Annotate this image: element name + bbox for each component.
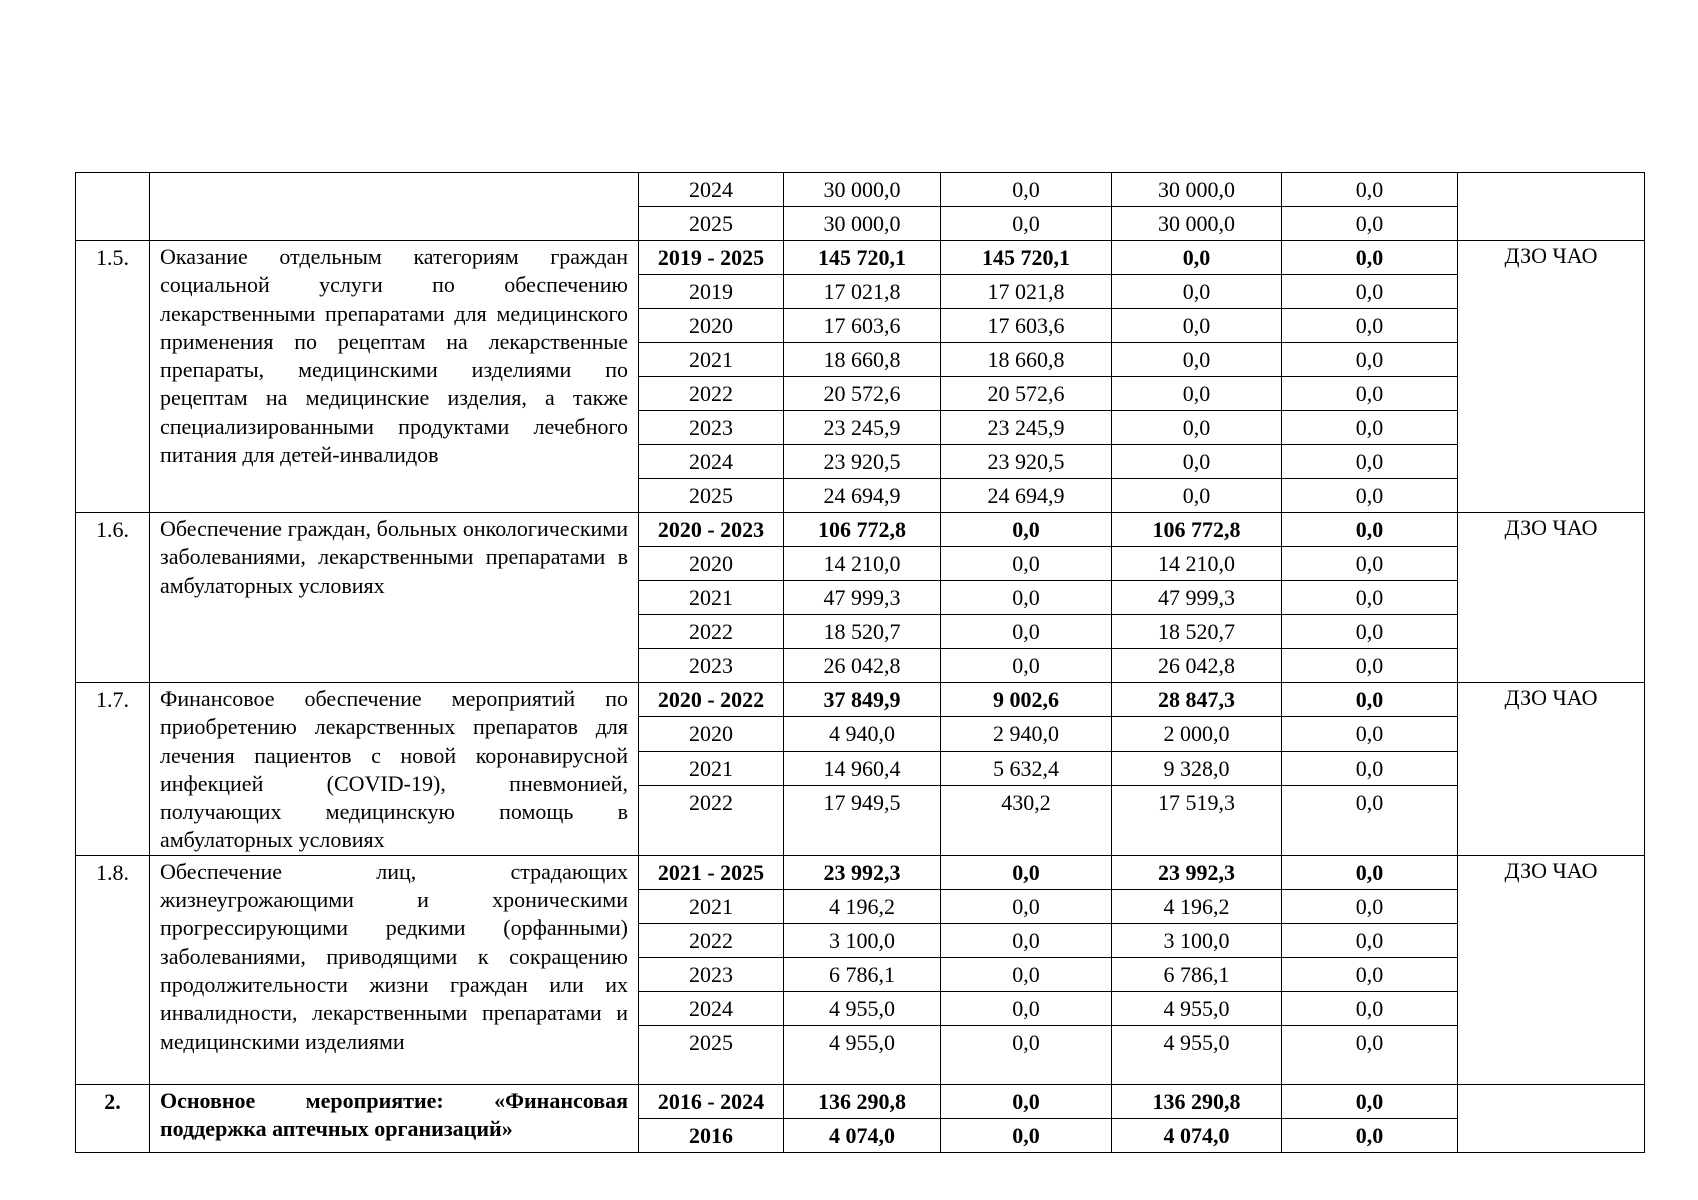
item-number: 1.6. [76, 513, 150, 683]
other-sources-cell: 0,0 [1282, 923, 1458, 957]
federal-budget-cell: 24 694,9 [941, 479, 1112, 513]
other-sources-cell: 0,0 [1282, 786, 1458, 856]
district-budget-cell: 28 847,3 [1112, 683, 1282, 717]
total-cell: 24 694,9 [784, 479, 941, 513]
federal-budget-cell: 5 632,4 [941, 751, 1112, 785]
total-cell: 18 660,8 [784, 343, 941, 377]
other-sources-cell: 0,0 [1282, 1025, 1458, 1084]
other-sources-cell: 0,0 [1282, 1118, 1458, 1152]
total-cell: 23 992,3 [784, 855, 941, 889]
federal-budget-cell: 0,0 [941, 173, 1112, 207]
responsible-organization [1458, 173, 1645, 241]
table-row [76, 855, 1645, 889]
district-budget-cell: 0,0 [1112, 241, 1282, 275]
total-cell: 4 074,0 [784, 1118, 941, 1152]
year-cell: 2021 [639, 581, 784, 615]
other-sources-cell: 0,0 [1282, 957, 1458, 991]
year-cell: 2019 - 2025 [639, 241, 784, 275]
other-sources-cell: 0,0 [1282, 207, 1458, 241]
year-cell: 2021 [639, 889, 784, 923]
total-cell: 17 021,8 [784, 275, 941, 309]
federal-budget-cell: 17 021,8 [941, 275, 1112, 309]
federal-budget-cell: 18 660,8 [941, 343, 1112, 377]
federal-budget-cell: 0,0 [941, 957, 1112, 991]
federal-budget-cell: 0,0 [941, 649, 1112, 683]
funding-table [75, 172, 1645, 1153]
other-sources-cell: 0,0 [1282, 615, 1458, 649]
district-budget-cell: 136 290,8 [1112, 1084, 1282, 1118]
district-budget-cell: 3 100,0 [1112, 923, 1282, 957]
federal-budget-cell: 0,0 [941, 889, 1112, 923]
district-budget-cell: 2 000,0 [1112, 717, 1282, 751]
total-cell: 3 100,0 [784, 923, 941, 957]
district-budget-cell: 0,0 [1112, 343, 1282, 377]
federal-budget-cell: 0,0 [941, 615, 1112, 649]
federal-budget-cell: 0,0 [941, 581, 1112, 615]
item-description [150, 173, 639, 241]
district-budget-cell: 17 519,3 [1112, 786, 1282, 856]
federal-budget-cell: 23 920,5 [941, 445, 1112, 479]
total-cell: 23 245,9 [784, 411, 941, 445]
year-cell: 2024 [639, 445, 784, 479]
federal-budget-cell: 0,0 [941, 207, 1112, 241]
total-cell: 17 603,6 [784, 309, 941, 343]
total-cell: 136 290,8 [784, 1084, 941, 1118]
year-cell: 2022 [639, 377, 784, 411]
other-sources-cell: 0,0 [1282, 411, 1458, 445]
federal-budget-cell: 0,0 [941, 1118, 1112, 1152]
total-cell: 4 940,0 [784, 717, 941, 751]
item-description: Обеспечение лиц, страдающих жизнеугрожающими и хроническими прогрессирующими редкими (орфанными) заболеваниями, приводящими к сокращению продолжительности жизни граждан или их инвалидности, лекарственными препаратами и медицинскими изделиями [150, 855, 639, 1084]
federal-budget-cell: 0,0 [941, 1025, 1112, 1084]
year-cell: 2022 [639, 615, 784, 649]
year-cell: 2021 [639, 343, 784, 377]
federal-budget-cell: 17 603,6 [941, 309, 1112, 343]
other-sources-cell: 0,0 [1282, 173, 1458, 207]
other-sources-cell: 0,0 [1282, 889, 1458, 923]
district-budget-cell: 23 992,3 [1112, 855, 1282, 889]
other-sources-cell: 0,0 [1282, 445, 1458, 479]
district-budget-cell: 0,0 [1112, 411, 1282, 445]
table-row [76, 683, 1645, 717]
other-sources-cell: 0,0 [1282, 1084, 1458, 1118]
total-cell: 14 210,0 [784, 547, 941, 581]
other-sources-cell: 0,0 [1282, 581, 1458, 615]
item-number [76, 173, 150, 241]
federal-budget-cell: 0,0 [941, 1084, 1112, 1118]
total-cell: 30 000,0 [784, 207, 941, 241]
year-cell: 2021 - 2025 [639, 855, 784, 889]
item-number: 1.8. [76, 855, 150, 1084]
item-number: 2. [76, 1084, 150, 1152]
table-row [76, 173, 1645, 207]
federal-budget-cell: 430,2 [941, 786, 1112, 856]
other-sources-cell: 0,0 [1282, 275, 1458, 309]
district-budget-cell: 14 210,0 [1112, 547, 1282, 581]
federal-budget-cell: 145 720,1 [941, 241, 1112, 275]
federal-budget-cell: 9 002,6 [941, 683, 1112, 717]
other-sources-cell: 0,0 [1282, 547, 1458, 581]
total-cell: 106 772,8 [784, 513, 941, 547]
other-sources-cell: 0,0 [1282, 683, 1458, 717]
other-sources-cell: 0,0 [1282, 991, 1458, 1025]
year-cell: 2025 [639, 207, 784, 241]
year-cell: 2023 [639, 649, 784, 683]
responsible-organization: ДЗО ЧАО [1458, 855, 1645, 1084]
item-number: 1.7. [76, 683, 150, 856]
responsible-organization: ДЗО ЧАО [1458, 241, 1645, 513]
other-sources-cell: 0,0 [1282, 343, 1458, 377]
year-cell: 2020 - 2022 [639, 683, 784, 717]
federal-budget-cell: 0,0 [941, 547, 1112, 581]
other-sources-cell: 0,0 [1282, 513, 1458, 547]
responsible-organization [1458, 1084, 1645, 1152]
other-sources-cell: 0,0 [1282, 649, 1458, 683]
year-cell: 2024 [639, 173, 784, 207]
total-cell: 6 786,1 [784, 957, 941, 991]
district-budget-cell: 0,0 [1112, 275, 1282, 309]
year-cell: 2016 - 2024 [639, 1084, 784, 1118]
year-cell: 2025 [639, 479, 784, 513]
year-cell: 2022 [639, 786, 784, 856]
year-cell: 2023 [639, 957, 784, 991]
total-cell: 20 572,6 [784, 377, 941, 411]
year-cell: 2020 [639, 717, 784, 751]
other-sources-cell: 0,0 [1282, 855, 1458, 889]
district-budget-cell: 0,0 [1112, 479, 1282, 513]
federal-budget-cell: 2 940,0 [941, 717, 1112, 751]
total-cell: 4 196,2 [784, 889, 941, 923]
year-cell: 2024 [639, 991, 784, 1025]
year-cell: 2025 [639, 1025, 784, 1084]
federal-budget-cell: 23 245,9 [941, 411, 1112, 445]
item-number: 1.5. [76, 241, 150, 513]
other-sources-cell: 0,0 [1282, 479, 1458, 513]
district-budget-cell: 4 955,0 [1112, 1025, 1282, 1084]
federal-budget-cell: 0,0 [941, 855, 1112, 889]
federal-budget-cell: 0,0 [941, 923, 1112, 957]
year-cell: 2016 [639, 1118, 784, 1152]
item-description: Обеспечение граждан, больных онкологическими заболеваниями, лекарственными препаратами в амбулаторных условиях [150, 513, 639, 683]
total-cell: 26 042,8 [784, 649, 941, 683]
other-sources-cell: 0,0 [1282, 751, 1458, 785]
other-sources-cell: 0,0 [1282, 717, 1458, 751]
table-row [76, 241, 1645, 275]
year-cell: 2019 [639, 275, 784, 309]
total-cell: 14 960,4 [784, 751, 941, 785]
district-budget-cell: 4 955,0 [1112, 991, 1282, 1025]
total-cell: 145 720,1 [784, 241, 941, 275]
table-row [76, 1084, 1645, 1118]
federal-budget-cell: 20 572,6 [941, 377, 1112, 411]
total-cell: 4 955,0 [784, 991, 941, 1025]
total-cell: 17 949,5 [784, 786, 941, 856]
district-budget-cell: 0,0 [1112, 377, 1282, 411]
year-cell: 2020 [639, 309, 784, 343]
district-budget-cell: 0,0 [1112, 309, 1282, 343]
district-budget-cell: 18 520,7 [1112, 615, 1282, 649]
item-description: Финансовое обеспечение мероприятий по приобретению лекарственных препаратов для лечения пациентов с новой коронавирусной инфекцией (COVID-19), пневмонией, получающих медицинскую помощь в амбулаторных условиях [150, 683, 639, 856]
total-cell: 47 999,3 [784, 581, 941, 615]
other-sources-cell: 0,0 [1282, 309, 1458, 343]
federal-budget-cell: 0,0 [941, 513, 1112, 547]
total-cell: 37 849,9 [784, 683, 941, 717]
district-budget-cell: 106 772,8 [1112, 513, 1282, 547]
district-budget-cell: 4 074,0 [1112, 1118, 1282, 1152]
district-budget-cell: 6 786,1 [1112, 957, 1282, 991]
year-cell: 2021 [639, 751, 784, 785]
responsible-organization: ДЗО ЧАО [1458, 683, 1645, 856]
item-description: Основное мероприятие: «Финансовая поддержка аптечных организаций» [150, 1084, 639, 1152]
other-sources-cell: 0,0 [1282, 241, 1458, 275]
federal-budget-cell: 0,0 [941, 991, 1112, 1025]
district-budget-cell: 9 328,0 [1112, 751, 1282, 785]
other-sources-cell: 0,0 [1282, 377, 1458, 411]
year-cell: 2023 [639, 411, 784, 445]
responsible-organization: ДЗО ЧАО [1458, 513, 1645, 683]
total-cell: 30 000,0 [784, 173, 941, 207]
district-budget-cell: 0,0 [1112, 445, 1282, 479]
year-cell: 2020 [639, 547, 784, 581]
table-row [76, 513, 1645, 547]
item-description: Оказание отдельным категориям граждан социальной услуги по обеспечению лекарственными препаратами для медицинского применения по рецептам на лекарственные препараты, медицинскими изделиями по рецептам на медицинские изделия, а также специализированными продуктами лечебного питания для детей-инвалидов [150, 241, 639, 513]
year-cell: 2022 [639, 923, 784, 957]
district-budget-cell: 26 042,8 [1112, 649, 1282, 683]
district-budget-cell: 4 196,2 [1112, 889, 1282, 923]
total-cell: 18 520,7 [784, 615, 941, 649]
year-cell: 2020 - 2023 [639, 513, 784, 547]
district-budget-cell: 30 000,0 [1112, 207, 1282, 241]
district-budget-cell: 47 999,3 [1112, 581, 1282, 615]
total-cell: 4 955,0 [784, 1025, 941, 1084]
total-cell: 23 920,5 [784, 445, 941, 479]
district-budget-cell: 30 000,0 [1112, 173, 1282, 207]
